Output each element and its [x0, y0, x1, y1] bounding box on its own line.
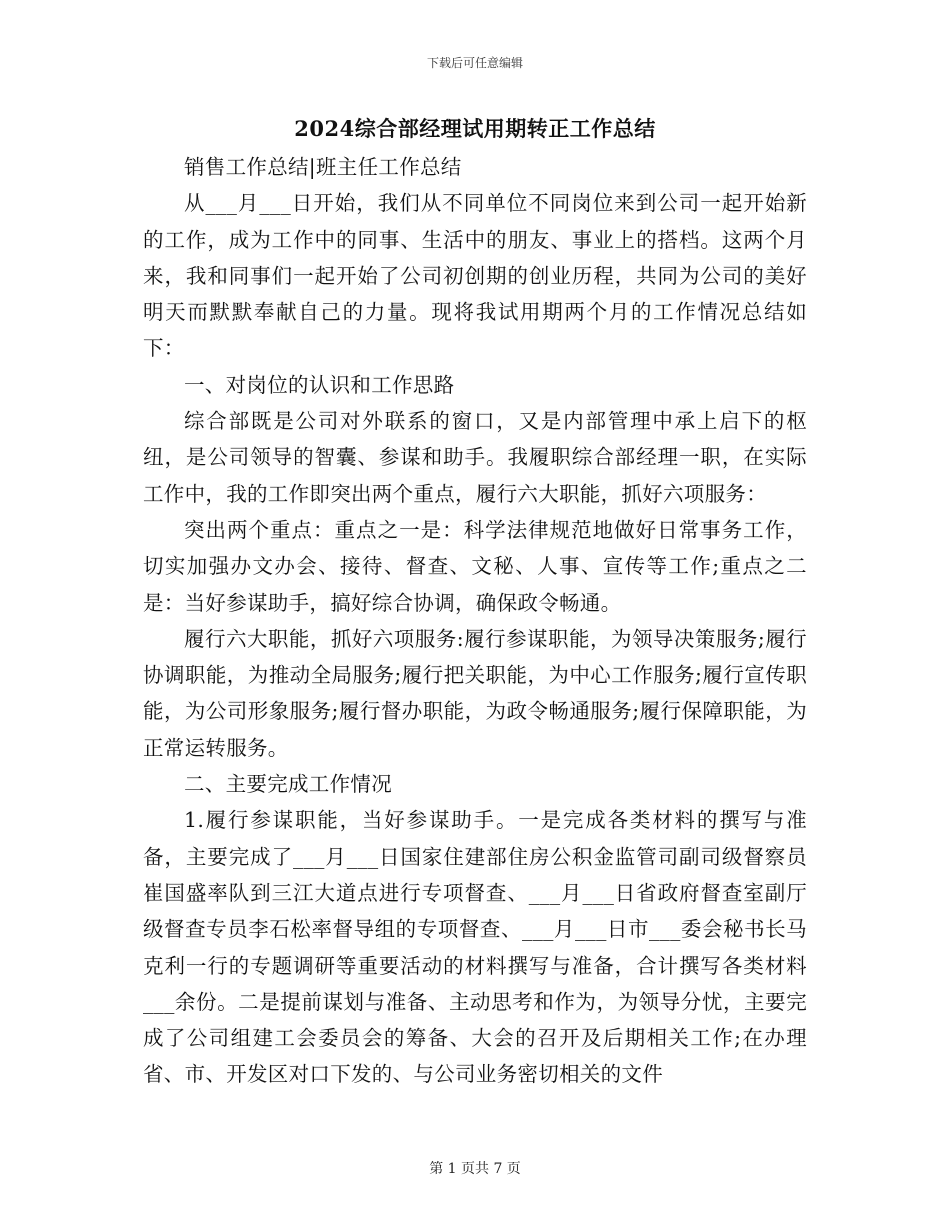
paragraph-subtitle: 销售工作总结|班主任工作总结 — [184, 155, 462, 179]
page-number: 第 1 页共 7 页 — [429, 1161, 521, 1177]
paragraph-intro: 从___月___日开始，我们从不同单位不同岗位来到公司一起开始新的工作，成为工作中的同事、生活中的朋友、事业上的搭档。这两个月来，我和同事们一起开始了公司初创期的创业历程，共同为公司的美好明天而默默奉献自己的力量。现将我试用期两个月的工作情况总结如下： — [143, 191, 807, 361]
document-body — [143, 149, 807, 1093]
header-note: 下载后可任意编辑 — [426, 56, 523, 70]
paragraph-two-focus: 突出两个重点：重点之一是：科学法律规范地做好日常事务工作，切实加强办文办会、接待、督查、文秘、人事、宣传等工作;重点之二是：当好参谋助手，搞好综合协调，确保政令畅通。 — [143, 517, 807, 615]
paragraph-role: 综合部既是公司对外联系的窗口，又是内部管理中承上启下的枢纽，是公司领导的智囊、参谋和助手。我履职综合部经理一职，在实际工作中，我的工作即突出两个重点，履行六大职能，抓好六项服务： — [143, 409, 807, 506]
paragraph-six-functions: 履行六大职能，抓好六项服务:履行参谋职能，为领导决策服务;履行协调职能，为推动全局服务;履行把关职能，为中心工作服务;履行宣传职能，为公司形象服务;履行督办职能，为政令畅通服务;履行保障职能，为正常运转服务。 — [143, 626, 807, 760]
paragraph-work-item-1: 1.履行参谋职能，当好参谋助手。一是完成各类材料的撰写与准备，主要完成了___月___日国家住建部住房公积金监管司副司级督察员崔国盛率队到三江大道点进行专项督查、___月___日省政府督查室副厅级督查专员李石松率督导组的专项督查、___月___日市___委会秘书长马克利一行的专题调研等重要活动的材料撰写与准备，合计撰写各类材料___余份。二是提前谋划与准备、主动思考和作为，为领导分忧，主要完成了公司组建工会委员会的筹备、大会的召开及后期相关工作;在办理省、市、开发区对口下发的、与公司业务密切相关的文件 — [143, 808, 807, 1087]
section-heading-2: 二、主要完成工作情况 — [184, 772, 392, 797]
section-heading-1: 一、对岗位的认识和工作思路 — [184, 372, 455, 397]
document-title: 2024综合部经理试用期转正工作总结 — [294, 116, 656, 141]
